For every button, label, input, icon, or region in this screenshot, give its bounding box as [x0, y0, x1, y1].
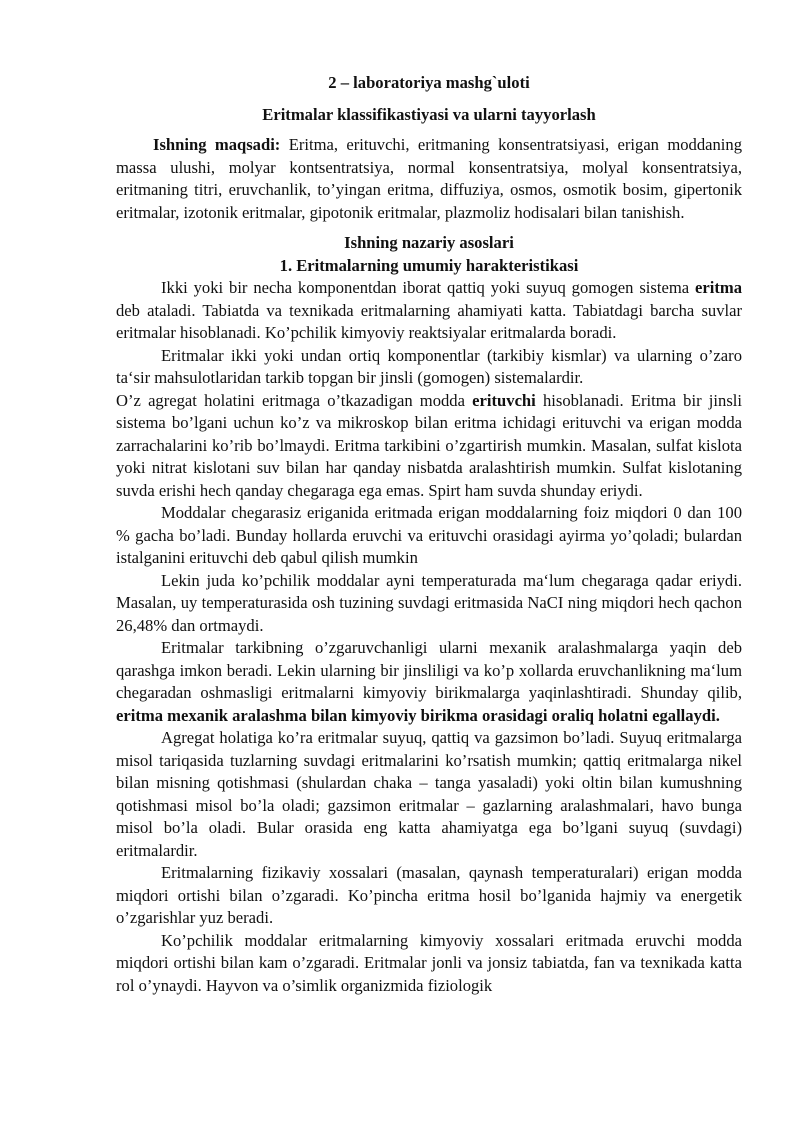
paragraph-6	[116, 637, 742, 727]
page-subtitle: Eritmalar klassifikastiyasi va ularni tayyorlash	[262, 104, 596, 124]
goal-text: Eritma, erituvchi, eritmaning konsentratsiyasi, erigan moddaning massa ulushi, molyar kontsentratsiya, normal konsentratsiya, molyal konsentratsiya, eritmaning titri, eruvchanlik, to’yingan eritma, diffuziya, osmos, osmotik bosim, gipertonik eritmalar, izotonik eritmalar, gipotonik eritmalar, plazmoliz hodisalari bilan tanishish.	[116, 135, 742, 222]
paragraph-1-term: eritma	[695, 278, 742, 297]
paragraph-3-text-a: O’z agregat holatini eritmaga o’tkazadigan modda	[116, 390, 473, 410]
paragraph-3-term: erituvchi	[472, 390, 536, 410]
paragraph-6-text-a: Eritmalar tarkibning o’zgaruvchanligi ularni mexanik aralashmalarga yaqin deb qarashga imkon beradi. Lekin ularning bir jinsliligi va ko’p xollarda eruvchanlikning ma‘lum chegaradan oshmasligi eritmalarni kimyoviy birikmalarga yaqinlashtiradi. Shunday qilib,	[116, 638, 742, 702]
paragraph-1-text-a: Ikki yoki bir necha komponentdan iborat qattiq yoki suyuq gomogen sistema	[161, 278, 695, 297]
paragraph-1	[116, 277, 742, 345]
document-page	[116, 70, 742, 997]
paragraph-1-text-c: deb ataladi. Tabiatda va texnikada eritmalarning ahamiyati katta. Tabiatdagi barcha suvlar eritmalar hisoblanadi. Ko’pchilik kimyoviy reaktsiyalar eritmalarda boradi.	[116, 300, 742, 342]
goal-label: Ishning maqsadi:	[153, 135, 281, 154]
paragraph-4: Moddalar chegarasiz eriganida eritmada erigan moddalarning foiz miqdori 0 dan 100 % gacha bo’ladi. Bunday hollarda eruvchi va erituvchi orasidagi ayirma yo’qoladi; bulardan istalganini erituvchi deb qabul qilish mumkin	[116, 503, 742, 567]
section-heading: 1. Eritmalarning umumiy harakteristikasi	[279, 255, 579, 275]
paragraph-9: Ko’pchilik moddalar eritmalarning kimyoviy xossalari eritmada eruvchi modda miqdori ortishi bilan kam o’zgaradi. Eritmalar jonli va jonsiz tabiatda, fan va texnikada katta rol o’ynaydi. Hayvon va o’simlik organizmida fiziologik	[116, 930, 742, 995]
paragraph-3	[116, 390, 742, 503]
paragraph-2: Eritmalar ikki yoki undan ortiq komponentlar (tarkibiy kismlar) va ularning o’zaro ta‘sir mahsulotlaridan tarkib topgan bir jinsli (gomogen) sistemalardir.	[116, 345, 742, 387]
paragraph-8: Eritmalarning fizikaviy xossalari (masalan, qaynash temperaturalari) erigan modda miqdori ortishi bilan o’zgaradi. Ko’pincha eritma hosil bo’lganida hajmiy va energetik o’zgarishlar yuz beradi.	[116, 863, 742, 927]
paragraph-7: Agregat holatiga ko’ra eritmalar suyuq, qattiq va gazsimon bo’ladi. Suyuq eritmalarga misol tariqasida tuzlarning suvdagi eritmalarini ko’rsatish mumkin; qattiq eritmalarga nikel bilan misning qotishmasi (shulardan chaka – tanga yasaladi) yoki oltin bilan kumushning qotishmasi misol bo’la oladi; gazsimon eritmalar – gazlarning aralashmalari, havo bunga misol bo’la oladi. Bular orasida eng katta ahamiyatga ega bo’lgani suyuq (suvdagi) eritmalardir.	[116, 728, 742, 860]
paragraph-3-text-c: hisoblanadi. Eritma bir jinsli sistema bo’lgani uchun ko’z va mikroskop bilan eritma ichidagi erituvchi va erigan modda zarrachalarini ko’rib bo’lmaydi. Eritma tarkibini o’zgartirish mumkin. Masalan, sulfat kislota yoki nitrat kislotani suv bilan har qanday nisbatda aralashtirish mumkin. Sulfat kislotaning suvda erishi hech qanday chegaraga ega emas. Spirt ham suvda shunday eriydi.	[116, 390, 742, 500]
page-title: 2 – laboratoriya mashg`uloti	[328, 73, 530, 92]
goal-paragraph	[116, 134, 742, 224]
paragraph-6-emphasis: eritma mexanik aralashma bilan kimyoviy birikma orasidagi oraliq holatni egallaydi.	[116, 705, 720, 725]
theory-heading: Ishning nazariy asoslari	[344, 233, 514, 252]
paragraph-5: Lekin juda ko’pchilik moddalar ayni temperaturada ma‘lum chegaraga qadar eriydi. Masalan, uy temperaturasida osh tuzining suvdagi eritmasida NaCI ning miqdori hech qachon 26,48% dan ortmaydi.	[116, 570, 742, 635]
